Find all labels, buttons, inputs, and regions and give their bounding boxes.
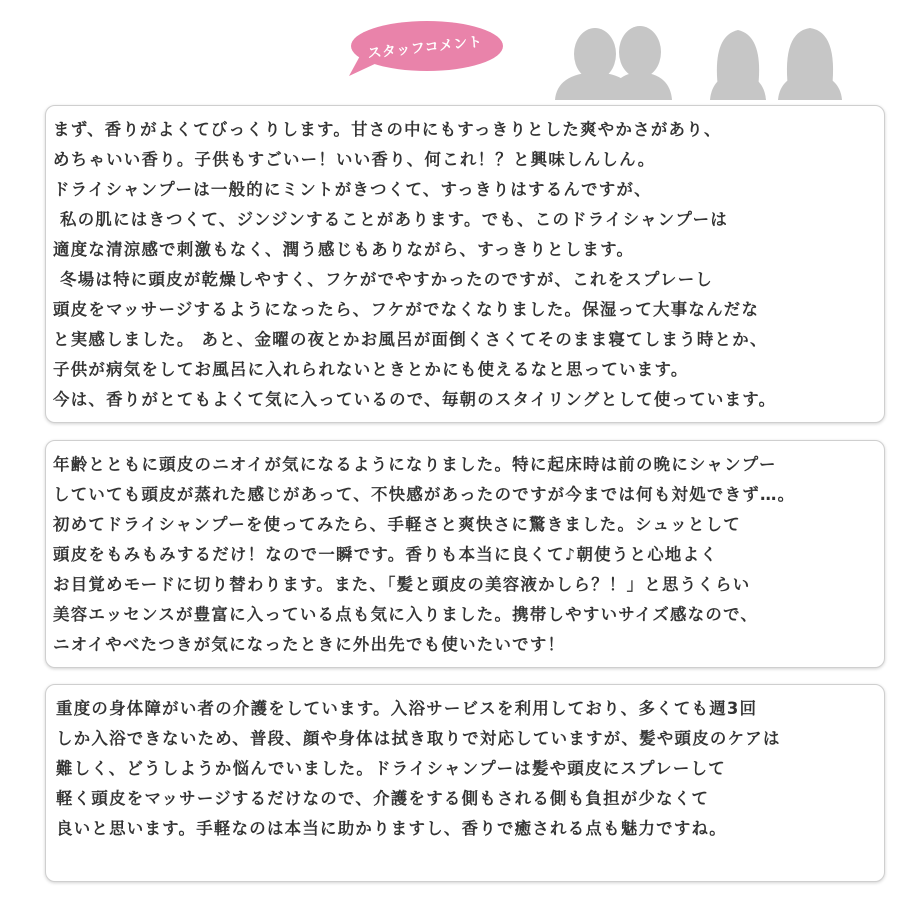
- comment-line: 私の肌にはきつくて、ジンジンすることがあります。でも、このドライシャンプーは: [53, 210, 729, 229]
- comment-box-1: [45, 105, 885, 423]
- comment-line: 年齢とともに頭皮のニオイが気になるようになりました。特に起床時は前の晩にシャンプー: [53, 455, 777, 474]
- comment-box-3: [45, 684, 885, 882]
- comment-box-2: [45, 440, 885, 668]
- comment-line: めちゃいい香り。子供もすごいー！いい香り、何これ！？と興味しんしん。: [53, 150, 656, 169]
- comment-line: まず、香りがよくてびっくりします。甘さの中にもすっきりとした爽やかさがあり、: [53, 120, 722, 139]
- comment-line: 冬場は特に頭皮が乾燥しやすく、フケがでやすかったのですが、これをスプレーし: [53, 270, 714, 289]
- person-silhouette-2: [610, 26, 672, 100]
- staff-silhouettes: [0, 0, 900, 105]
- comment-line: 頭皮をもみもみするだけ！なので一瞬です。香りも本当に良くて♪朝使うと心地よく: [53, 545, 718, 564]
- person-silhouette-3: [710, 30, 766, 100]
- comment-line: ニオイやべたつきが気になったときに外出先でも使いたいです！: [53, 635, 566, 654]
- comment-line: 難しく、どうしようか悩んでいました。ドライシャンプーは髪や頭皮にスプレーして: [56, 759, 726, 778]
- comment-line: 初めてドライシャンプーを使ってみたら、手軽さと爽快さに驚きました。シュッとして: [53, 515, 741, 534]
- comment-line: 軽く頭皮をマッサージするだけなので、介護をする側もされる側も負担が少なくて: [56, 789, 710, 808]
- comment-line: していても頭皮が蒸れた感じがあって、不快感があったのですが今までは何も対処できず…。: [53, 485, 796, 504]
- comment-line: と実感しました。 あと、金曜の夜とかお風呂が面倒くさくてそのまま寝てしまう時とか、: [53, 330, 768, 349]
- comment-line: 適度な清涼感で刺激もなく、潤う感じもありながら、すっきりとします。: [53, 240, 635, 259]
- comment-line: 美容エッセンスが豊富に入っている点も気に入りました。携帯しやすいサイズ感なので、: [53, 605, 759, 624]
- comment-line: しか入浴できないため、普段、顔や身体は拭き取りで対応していますが、髪や頭皮のケアは: [56, 729, 781, 748]
- comment-line: 良いと思います。手軽なのは本当に助かりますし、香りで癒される点も魅力ですね。: [56, 819, 727, 838]
- comment-line: 子供が病気をしてお風呂に入れられないときとかにも使えるなと思っています。: [53, 360, 689, 379]
- comment-line: 今は、香りがとてもよくて気に入っているので、毎朝のスタイリングとして使っています。: [53, 390, 777, 409]
- staff-comment-label: スタッフコメント: [366, 34, 484, 62]
- comment-line: お目覚めモードに切り替わります。また、「髪と頭皮の美容液かしら？！」と思うくらい: [53, 575, 751, 594]
- comment-line: 頭皮をマッサージするようになったら、フケがでなくなりました。保湿って大事なんだな: [53, 300, 760, 319]
- comment-line: ドライシャンプーは一般的にミントがきつくて、すっきりはするんですが、: [53, 180, 652, 199]
- person-silhouette-4: [778, 28, 842, 100]
- comment-line: 重度の身体障がい者の介護をしています。入浴サービスを利用しており、多くても週3回: [56, 699, 758, 718]
